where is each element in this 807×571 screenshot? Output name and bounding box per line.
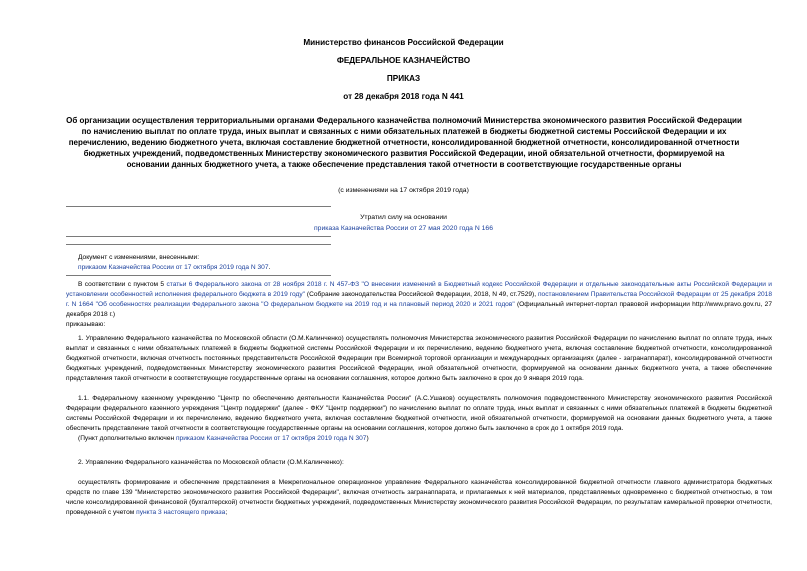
void-notice-line: Утратил силу на основании	[360, 214, 447, 221]
item-1-1-note-text: (Пункт дополнительно включен	[78, 435, 176, 442]
void-notice-link[interactable]: приказа Казначейства России от 27 мая 2020 года N 166	[313, 225, 493, 232]
item-2-tail: ;	[225, 509, 228, 516]
item-2-text: осуществлять формирование и обеспечение представления в Межрегиональное операционное управление Федерального казначейства консолидированной бюджетной отчетности главного администратора бюджетных средств по главе 139 "Министерство экономического развития Российской Федерации", включая отчетность загранаппарата, и прилагаемых к ней материалов, представляемых одновременно с бюджетной отчетностью, в том числе консолидированной финансовой (бухгалтерской) отчетности бюджетных учреждений, подведомственных Министерству экономического развития Российской Федерации, по результатам камеральной проверки отчетности, проведенной с учетом	[66, 479, 772, 516]
separator-line	[66, 206, 331, 207]
item-1-1-paragraph: 1.1. Федеральному казенному учреждению "Центр по обеспечению деятельности Казначейства России" (А.С.Ушаков) осуществлять полномочия подведомственного Министерству экономического развития Российской Федерации федерального казенного учреждения "Центр поддержки" (далее - ФКУ "Центр поддержки") по начислению выплат по оплате труда, иных выплат и связанных с ними обязательных платежей в бюджеты бюджетной системы Российской Федерации и их перечислению, ведению бюджетного учета, включая составление бюджетной отчетности, иной обязательной отчетности, формируемой на основании данных бюджетного учета, а также обеспечить представление такой отчетности в соответствующие государственные органы на основании соглашения, которое должно быть заключено в срок до 1 октября 2019 года.	[66, 395, 772, 432]
preamble-text-1: В соответствии с пунктом 5	[78, 281, 167, 288]
item-1-1-note	[78, 434, 369, 444]
ministry-heading: Министерство финансов Российской Федерации	[303, 38, 504, 47]
item-3-reference-link[interactable]: пункта 3 настоящего приказа	[136, 509, 226, 516]
amendments-label: Документ с изменениями, внесенными:	[78, 254, 200, 261]
item-1-1-note-tail: )	[366, 435, 369, 442]
item-1-1-note-link[interactable]: приказом Казначейства России от 17 октября 2019 года N 307	[175, 435, 367, 442]
document-title: Об организации осуществления территориальными органами Федерального казначейства полномочий Министерства экономического развития Российской Федерации по начислению выплат по оплате труда, иных выплат и связанных с ними обязательных платежей в бюджеты бюджетной системы Российской Федерации и их перечислению, ведению бюджетного учета, включая составление бюджетной отчетности, консолидированной бюджетной отчетности, консолидированной отчетности бюджетных учреждений, подведомственных Министерству экономического развития Российской Федерации, иной обязательной отчетности, формируемой на основании данных бюджетного учета, а также обеспечение представления такой отчетности в соответствующие государственные органы	[66, 116, 742, 169]
resolution-1664-link[interactable]: постановлением Правительства Российской Федерации от 25 декабря 2018 г. N 1664 "Об особенностях реализации Федерального закона "О федеральном бюджете на 2019 год и на плановый период 2020 и 2021 годов"	[66, 291, 773, 308]
doc-type-heading: ПРИКАЗ	[386, 74, 421, 83]
item-2-paragraph	[66, 478, 772, 518]
amendments-link[interactable]: приказом Казначейства России от 17 октября 2019 года N 307	[78, 264, 269, 271]
separator-line	[66, 244, 331, 245]
separator-line	[66, 275, 331, 276]
edition-note: (с изменениями на 17 октября 2019 года)	[338, 187, 469, 194]
separator-line	[66, 236, 331, 237]
agency-heading: ФЕДЕРАЛЬНОЕ КАЗНАЧЕЙСТВО	[336, 56, 471, 65]
preamble-text-3: (Официальный интернет-портал правовой информации http://www.pravo.gov.ru, 27 декабря 2018 г.)	[66, 301, 772, 318]
amendments-line	[78, 263, 270, 273]
law-457-link[interactable]: статьи 6 Федерального закона от 28 ноября 2018 г. N 457-ФЗ "О внесении изменений в Бюджетный кодекс Российской Федерации и отдельные законодательные акты Российской Федерации и установлении особенностей исполнения федерального бюджета в 2019 году"	[66, 281, 772, 298]
item-1-paragraph: 1. Управлению Федерального казначейства по Московской области (О.М.Калинченко) осуществлять полномочия Министерства экономического развития Российской Федерации по начислению выплат по оплате труда, иных выплат и связанных с ними обязательных платежей в бюджеты бюджетной системы Российской Федерации и их перечислению, ведению бюджетного учета, включая составление бюджетной отчетности, консолидированной бюджетной отчетности, включая отчетность постоянных представительств Российской Федерации при Всемирной торговой организации и международных организациях (далее - загранаппарат), консолидированной отчетности бюджетных учреждений, подведомственных Министерству экономического развития Российской Федерации, иной обязательной отчетности, формируемой на основании данных бюджетного учета, а также обеспечение представления такой отчетности в соответствующие государственные органы на основании соглашения, которое должно быть заключено в срок до 9 января 2019 года.	[66, 335, 772, 382]
void-notice-link-line	[0, 224, 807, 234]
item-2-heading: 2. Управлению Федерального казначейства по Московской области (О.М.Калинченко):	[78, 459, 344, 466]
preamble-paragraph	[66, 280, 772, 320]
amendments-tail: .	[268, 264, 271, 271]
date-number-heading: от 28 декабря 2018 года N 441	[343, 92, 464, 101]
preamble-text-2: (Собрание законодательства Российской Федерации, 2018, N 49, ст.7529),	[304, 291, 538, 298]
order-word: приказываю:	[66, 321, 106, 328]
